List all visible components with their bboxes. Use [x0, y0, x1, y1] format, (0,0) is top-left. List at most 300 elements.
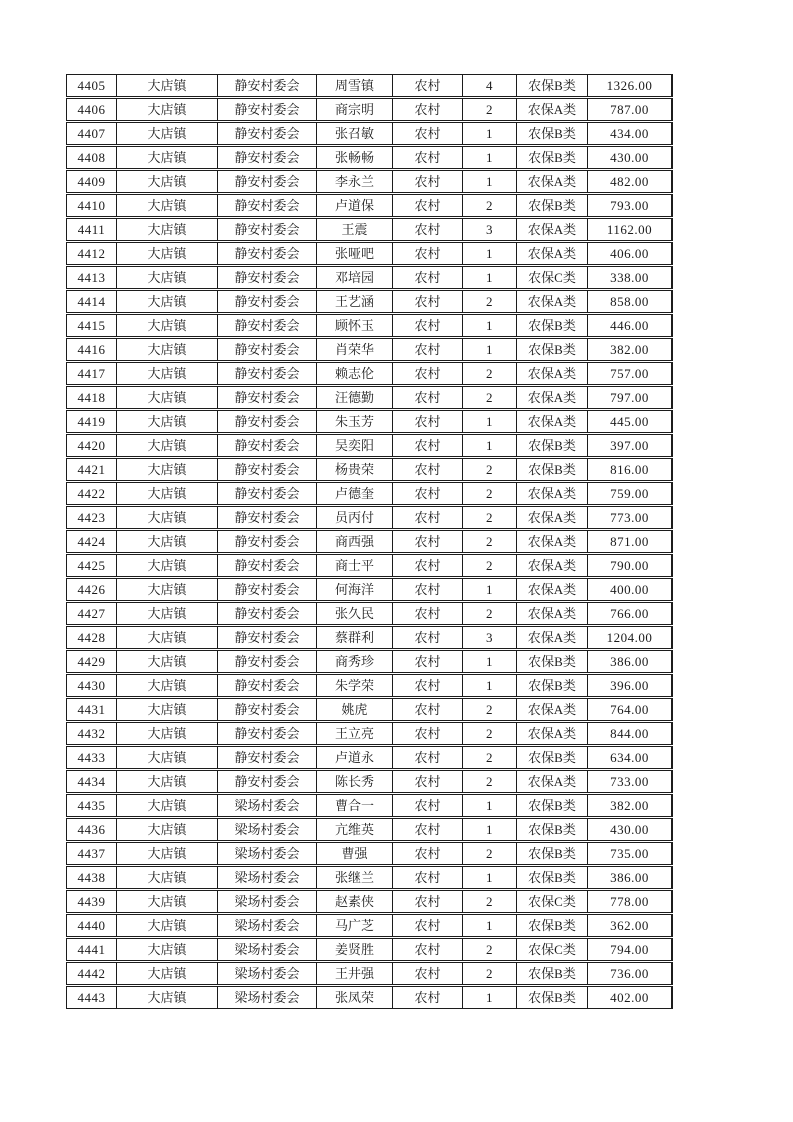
cell-person-count: 2 — [463, 842, 517, 865]
cell-village-committee: 静安村委会 — [218, 122, 317, 145]
table-row — [66, 914, 673, 937]
cell-town: 大店镇 — [117, 938, 218, 961]
cell-person-name: 王艺涵 — [317, 290, 393, 313]
cell-insurance-category: 农保B类 — [517, 914, 588, 937]
cell-residence-type: 农村 — [393, 674, 463, 697]
cell-village-committee: 梁场村委会 — [218, 914, 317, 937]
cell-insurance-category: 农保A类 — [517, 530, 588, 553]
cell-insurance-category: 农保C类 — [517, 890, 588, 913]
cell-insurance-category: 农保A类 — [517, 386, 588, 409]
cell-village-committee: 静安村委会 — [218, 458, 317, 481]
cell-amount: 736.00 — [588, 962, 673, 985]
cell-village-committee: 静安村委会 — [218, 434, 317, 457]
cell-person-count: 1 — [463, 410, 517, 433]
cell-residence-type: 农村 — [393, 218, 463, 241]
cell-village-committee: 静安村委会 — [218, 650, 317, 673]
cell-person-count: 4 — [463, 74, 517, 97]
cell-amount: 430.00 — [588, 146, 673, 169]
cell-person-name: 商士平 — [317, 554, 393, 577]
cell-insurance-category: 农保A类 — [517, 626, 588, 649]
cell-residence-type: 农村 — [393, 746, 463, 769]
table-row — [66, 866, 673, 889]
cell-row-id: 4428 — [66, 626, 117, 649]
cell-person-name: 何海洋 — [317, 578, 393, 601]
cell-person-count: 1 — [463, 578, 517, 601]
cell-town: 大店镇 — [117, 794, 218, 817]
cell-village-committee: 梁场村委会 — [218, 866, 317, 889]
cell-amount: 871.00 — [588, 530, 673, 553]
cell-amount: 764.00 — [588, 698, 673, 721]
cell-insurance-category: 农保B类 — [517, 314, 588, 337]
cell-person-count: 1 — [463, 674, 517, 697]
cell-village-committee: 静安村委会 — [218, 218, 317, 241]
table-row — [66, 674, 673, 697]
cell-person-name: 王震 — [317, 218, 393, 241]
cell-person-name: 商宗明 — [317, 98, 393, 121]
cell-town: 大店镇 — [117, 842, 218, 865]
cell-insurance-category: 农保C类 — [517, 938, 588, 961]
table-row — [66, 794, 673, 817]
cell-amount: 733.00 — [588, 770, 673, 793]
cell-town: 大店镇 — [117, 722, 218, 745]
table-row — [66, 266, 673, 289]
table-row — [66, 314, 673, 337]
cell-person-count: 1 — [463, 986, 517, 1009]
cell-person-count: 2 — [463, 98, 517, 121]
table-row — [66, 362, 673, 385]
cell-person-name: 张久民 — [317, 602, 393, 625]
table-row — [66, 602, 673, 625]
cell-village-committee: 静安村委会 — [218, 338, 317, 361]
cell-residence-type: 农村 — [393, 914, 463, 937]
cell-row-id: 4421 — [66, 458, 117, 481]
cell-town: 大店镇 — [117, 434, 218, 457]
cell-row-id: 4419 — [66, 410, 117, 433]
cell-insurance-category: 农保A类 — [517, 290, 588, 313]
cell-person-name: 赵素侠 — [317, 890, 393, 913]
table-row — [66, 554, 673, 577]
cell-town: 大店镇 — [117, 98, 218, 121]
table-row — [66, 506, 673, 529]
cell-row-id: 4425 — [66, 554, 117, 577]
cell-town: 大店镇 — [117, 986, 218, 1009]
cell-person-name: 张继兰 — [317, 866, 393, 889]
cell-amount: 793.00 — [588, 194, 673, 217]
cell-village-committee: 梁场村委会 — [218, 842, 317, 865]
cell-person-name: 商西强 — [317, 530, 393, 553]
cell-village-committee: 梁场村委会 — [218, 794, 317, 817]
cell-town: 大店镇 — [117, 530, 218, 553]
cell-residence-type: 农村 — [393, 530, 463, 553]
cell-town: 大店镇 — [117, 314, 218, 337]
cell-village-committee: 静安村委会 — [218, 674, 317, 697]
cell-village-committee: 静安村委会 — [218, 602, 317, 625]
cell-insurance-category: 农保B类 — [517, 458, 588, 481]
cell-row-id: 4420 — [66, 434, 117, 457]
cell-person-count: 2 — [463, 290, 517, 313]
cell-person-name: 姜贤胜 — [317, 938, 393, 961]
cell-person-name: 张哑吧 — [317, 242, 393, 265]
cell-person-count: 1 — [463, 242, 517, 265]
cell-row-id: 4432 — [66, 722, 117, 745]
cell-row-id: 4434 — [66, 770, 117, 793]
cell-person-count: 2 — [463, 938, 517, 961]
cell-residence-type: 农村 — [393, 602, 463, 625]
cell-amount: 735.00 — [588, 842, 673, 865]
cell-village-committee: 梁场村委会 — [218, 938, 317, 961]
cell-row-id: 4413 — [66, 266, 117, 289]
cell-row-id: 4410 — [66, 194, 117, 217]
cell-insurance-category: 农保C类 — [517, 266, 588, 289]
cell-amount: 634.00 — [588, 746, 673, 769]
cell-insurance-category: 农保A类 — [517, 98, 588, 121]
cell-town: 大店镇 — [117, 482, 218, 505]
cell-person-name: 陈长秀 — [317, 770, 393, 793]
cell-row-id: 4405 — [66, 74, 117, 97]
cell-town: 大店镇 — [117, 338, 218, 361]
cell-insurance-category: 农保B类 — [517, 794, 588, 817]
cell-village-committee: 静安村委会 — [218, 170, 317, 193]
cell-person-name: 肖荣华 — [317, 338, 393, 361]
cell-town: 大店镇 — [117, 290, 218, 313]
cell-amount: 400.00 — [588, 578, 673, 601]
cell-amount: 382.00 — [588, 794, 673, 817]
cell-town: 大店镇 — [117, 218, 218, 241]
cell-amount: 406.00 — [588, 242, 673, 265]
table-row — [66, 434, 673, 457]
cell-village-committee: 静安村委会 — [218, 698, 317, 721]
cell-village-committee: 静安村委会 — [218, 194, 317, 217]
table-row — [66, 650, 673, 673]
cell-person-count: 3 — [463, 626, 517, 649]
table-row — [66, 746, 673, 769]
cell-amount: 482.00 — [588, 170, 673, 193]
cell-row-id: 4436 — [66, 818, 117, 841]
cell-person-name: 邓培园 — [317, 266, 393, 289]
cell-row-id: 4439 — [66, 890, 117, 913]
cell-residence-type: 农村 — [393, 770, 463, 793]
cell-town: 大店镇 — [117, 746, 218, 769]
cell-residence-type: 农村 — [393, 626, 463, 649]
cell-amount: 778.00 — [588, 890, 673, 913]
table-row — [66, 410, 673, 433]
cell-row-id: 4427 — [66, 602, 117, 625]
cell-residence-type: 农村 — [393, 386, 463, 409]
cell-insurance-category: 农保A类 — [517, 506, 588, 529]
cell-person-name: 王立亮 — [317, 722, 393, 745]
cell-amount: 382.00 — [588, 338, 673, 361]
cell-row-id: 4431 — [66, 698, 117, 721]
cell-village-committee: 静安村委会 — [218, 146, 317, 169]
cell-insurance-category: 农保B类 — [517, 986, 588, 1009]
cell-village-committee: 静安村委会 — [218, 482, 317, 505]
cell-row-id: 4435 — [66, 794, 117, 817]
cell-person-count: 2 — [463, 722, 517, 745]
cell-person-count: 2 — [463, 770, 517, 793]
table-row — [66, 122, 673, 145]
cell-row-id: 4417 — [66, 362, 117, 385]
cell-town: 大店镇 — [117, 194, 218, 217]
cell-town: 大店镇 — [117, 962, 218, 985]
cell-residence-type: 农村 — [393, 122, 463, 145]
cell-amount: 397.00 — [588, 434, 673, 457]
cell-insurance-category: 农保B类 — [517, 74, 588, 97]
cell-person-count: 1 — [463, 146, 517, 169]
cell-person-name: 王井强 — [317, 962, 393, 985]
cell-person-count: 2 — [463, 602, 517, 625]
cell-residence-type: 农村 — [393, 698, 463, 721]
table-row — [66, 890, 673, 913]
cell-town: 大店镇 — [117, 554, 218, 577]
cell-residence-type: 农村 — [393, 410, 463, 433]
cell-insurance-category: 农保B类 — [517, 842, 588, 865]
cell-person-count: 1 — [463, 122, 517, 145]
cell-person-count: 2 — [463, 530, 517, 553]
cell-village-committee: 静安村委会 — [218, 578, 317, 601]
cell-residence-type: 农村 — [393, 266, 463, 289]
cell-village-committee: 静安村委会 — [218, 506, 317, 529]
cell-person-count: 2 — [463, 962, 517, 985]
cell-insurance-category: 农保B类 — [517, 746, 588, 769]
cell-row-id: 4408 — [66, 146, 117, 169]
cell-insurance-category: 农保B类 — [517, 338, 588, 361]
cell-person-name: 员丙付 — [317, 506, 393, 529]
cell-residence-type: 农村 — [393, 722, 463, 745]
cell-residence-type: 农村 — [393, 554, 463, 577]
cell-person-count: 2 — [463, 746, 517, 769]
cell-row-id: 4407 — [66, 122, 117, 145]
cell-row-id: 4414 — [66, 290, 117, 313]
cell-amount: 1204.00 — [588, 626, 673, 649]
cell-person-name: 张凤荣 — [317, 986, 393, 1009]
cell-person-count: 1 — [463, 434, 517, 457]
cell-town: 大店镇 — [117, 626, 218, 649]
cell-residence-type: 农村 — [393, 482, 463, 505]
cell-row-id: 4416 — [66, 338, 117, 361]
table-row — [66, 482, 673, 505]
cell-village-committee: 静安村委会 — [218, 314, 317, 337]
cell-person-count: 2 — [463, 386, 517, 409]
cell-row-id: 4437 — [66, 842, 117, 865]
cell-residence-type: 农村 — [393, 194, 463, 217]
cell-amount: 396.00 — [588, 674, 673, 697]
cell-person-name: 赖志伦 — [317, 362, 393, 385]
table-row — [66, 98, 673, 121]
cell-town: 大店镇 — [117, 458, 218, 481]
cell-town: 大店镇 — [117, 914, 218, 937]
benefit-roster-table — [66, 73, 673, 1010]
cell-town: 大店镇 — [117, 866, 218, 889]
cell-insurance-category: 农保A类 — [517, 770, 588, 793]
cell-village-committee: 静安村委会 — [218, 530, 317, 553]
cell-village-committee: 静安村委会 — [218, 362, 317, 385]
table-row — [66, 242, 673, 265]
cell-person-name: 亢维英 — [317, 818, 393, 841]
cell-insurance-category: 农保B类 — [517, 650, 588, 673]
cell-amount: 787.00 — [588, 98, 673, 121]
cell-row-id: 4423 — [66, 506, 117, 529]
table-row — [66, 626, 673, 649]
cell-insurance-category: 农保A类 — [517, 218, 588, 241]
cell-row-id: 4415 — [66, 314, 117, 337]
cell-residence-type: 农村 — [393, 986, 463, 1009]
cell-person-count: 1 — [463, 914, 517, 937]
cell-row-id: 4441 — [66, 938, 117, 961]
cell-person-count: 1 — [463, 266, 517, 289]
cell-amount: 386.00 — [588, 866, 673, 889]
cell-insurance-category: 农保A类 — [517, 602, 588, 625]
cell-person-name: 张召敏 — [317, 122, 393, 145]
cell-amount: 759.00 — [588, 482, 673, 505]
cell-person-count: 1 — [463, 866, 517, 889]
cell-insurance-category: 农保A类 — [517, 482, 588, 505]
cell-insurance-category: 农保A类 — [517, 410, 588, 433]
cell-amount: 757.00 — [588, 362, 673, 385]
cell-insurance-category: 农保B类 — [517, 674, 588, 697]
cell-row-id: 4442 — [66, 962, 117, 985]
cell-town: 大店镇 — [117, 242, 218, 265]
cell-person-count: 2 — [463, 362, 517, 385]
table-row — [66, 194, 673, 217]
cell-insurance-category: 农保B类 — [517, 194, 588, 217]
cell-row-id: 4411 — [66, 218, 117, 241]
cell-insurance-category: 农保A类 — [517, 578, 588, 601]
cell-residence-type: 农村 — [393, 962, 463, 985]
cell-town: 大店镇 — [117, 506, 218, 529]
cell-amount: 362.00 — [588, 914, 673, 937]
cell-amount: 338.00 — [588, 266, 673, 289]
cell-amount: 434.00 — [588, 122, 673, 145]
table-row — [66, 962, 673, 985]
cell-person-count: 1 — [463, 170, 517, 193]
cell-person-count: 2 — [463, 890, 517, 913]
cell-person-name: 马广芝 — [317, 914, 393, 937]
cell-person-name: 汪德勤 — [317, 386, 393, 409]
cell-village-committee: 静安村委会 — [218, 554, 317, 577]
cell-amount: 844.00 — [588, 722, 673, 745]
cell-amount: 794.00 — [588, 938, 673, 961]
cell-row-id: 4430 — [66, 674, 117, 697]
cell-amount: 797.00 — [588, 386, 673, 409]
cell-residence-type: 农村 — [393, 866, 463, 889]
cell-residence-type: 农村 — [393, 842, 463, 865]
cell-amount: 1326.00 — [588, 74, 673, 97]
cell-person-name: 曹强 — [317, 842, 393, 865]
cell-village-committee: 静安村委会 — [218, 770, 317, 793]
cell-village-committee: 静安村委会 — [218, 266, 317, 289]
cell-row-id: 4406 — [66, 98, 117, 121]
cell-person-name: 李永兰 — [317, 170, 393, 193]
cell-residence-type: 农村 — [393, 290, 463, 313]
cell-person-count: 1 — [463, 794, 517, 817]
cell-insurance-category: 农保B类 — [517, 962, 588, 985]
table-row — [66, 842, 673, 865]
table-row — [66, 458, 673, 481]
benefit-roster-body — [66, 74, 673, 1009]
cell-town: 大店镇 — [117, 578, 218, 601]
cell-person-name: 卢道保 — [317, 194, 393, 217]
cell-row-id: 4438 — [66, 866, 117, 889]
cell-village-committee: 静安村委会 — [218, 74, 317, 97]
cell-amount: 402.00 — [588, 986, 673, 1009]
table-row — [66, 170, 673, 193]
cell-town: 大店镇 — [117, 410, 218, 433]
cell-town: 大店镇 — [117, 362, 218, 385]
cell-amount: 816.00 — [588, 458, 673, 481]
cell-person-count: 1 — [463, 338, 517, 361]
cell-residence-type: 农村 — [393, 74, 463, 97]
cell-village-committee: 梁场村委会 — [218, 986, 317, 1009]
cell-village-committee: 静安村委会 — [218, 746, 317, 769]
cell-village-committee: 静安村委会 — [218, 242, 317, 265]
cell-person-count: 2 — [463, 698, 517, 721]
cell-residence-type: 农村 — [393, 314, 463, 337]
cell-town: 大店镇 — [117, 146, 218, 169]
cell-insurance-category: 农保B类 — [517, 818, 588, 841]
cell-residence-type: 农村 — [393, 170, 463, 193]
cell-town: 大店镇 — [117, 602, 218, 625]
table-row — [66, 74, 673, 97]
cell-town: 大店镇 — [117, 770, 218, 793]
cell-residence-type: 农村 — [393, 818, 463, 841]
table-row — [66, 386, 673, 409]
cell-row-id: 4409 — [66, 170, 117, 193]
cell-town: 大店镇 — [117, 266, 218, 289]
cell-row-id: 4440 — [66, 914, 117, 937]
cell-person-count: 2 — [463, 482, 517, 505]
cell-village-committee: 静安村委会 — [218, 626, 317, 649]
cell-insurance-category: 农保B类 — [517, 434, 588, 457]
cell-town: 大店镇 — [117, 386, 218, 409]
table-row — [66, 986, 673, 1009]
cell-row-id: 4429 — [66, 650, 117, 673]
cell-person-name: 商秀珍 — [317, 650, 393, 673]
cell-town: 大店镇 — [117, 818, 218, 841]
cell-insurance-category: 农保A类 — [517, 554, 588, 577]
cell-residence-type: 农村 — [393, 434, 463, 457]
cell-amount: 445.00 — [588, 410, 673, 433]
table-row — [66, 218, 673, 241]
cell-person-name: 周雪镇 — [317, 74, 393, 97]
cell-village-committee: 梁场村委会 — [218, 890, 317, 913]
cell-amount: 386.00 — [588, 650, 673, 673]
cell-person-name: 卢德奎 — [317, 482, 393, 505]
cell-row-id: 4443 — [66, 986, 117, 1009]
cell-town: 大店镇 — [117, 122, 218, 145]
cell-person-count: 2 — [463, 554, 517, 577]
cell-amount: 766.00 — [588, 602, 673, 625]
cell-town: 大店镇 — [117, 74, 218, 97]
cell-residence-type: 农村 — [393, 794, 463, 817]
cell-person-name: 卢道永 — [317, 746, 393, 769]
cell-person-name: 蔡群利 — [317, 626, 393, 649]
table-row — [66, 338, 673, 361]
cell-town: 大店镇 — [117, 890, 218, 913]
cell-person-count: 2 — [463, 194, 517, 217]
table-row — [66, 530, 673, 553]
cell-row-id: 4422 — [66, 482, 117, 505]
cell-village-committee: 静安村委会 — [218, 98, 317, 121]
cell-residence-type: 农村 — [393, 242, 463, 265]
cell-residence-type: 农村 — [393, 362, 463, 385]
cell-residence-type: 农村 — [393, 146, 463, 169]
cell-village-committee: 静安村委会 — [218, 410, 317, 433]
cell-person-count: 3 — [463, 218, 517, 241]
table-row — [66, 938, 673, 961]
table-row — [66, 818, 673, 841]
cell-person-name: 曹合一 — [317, 794, 393, 817]
cell-amount: 446.00 — [588, 314, 673, 337]
